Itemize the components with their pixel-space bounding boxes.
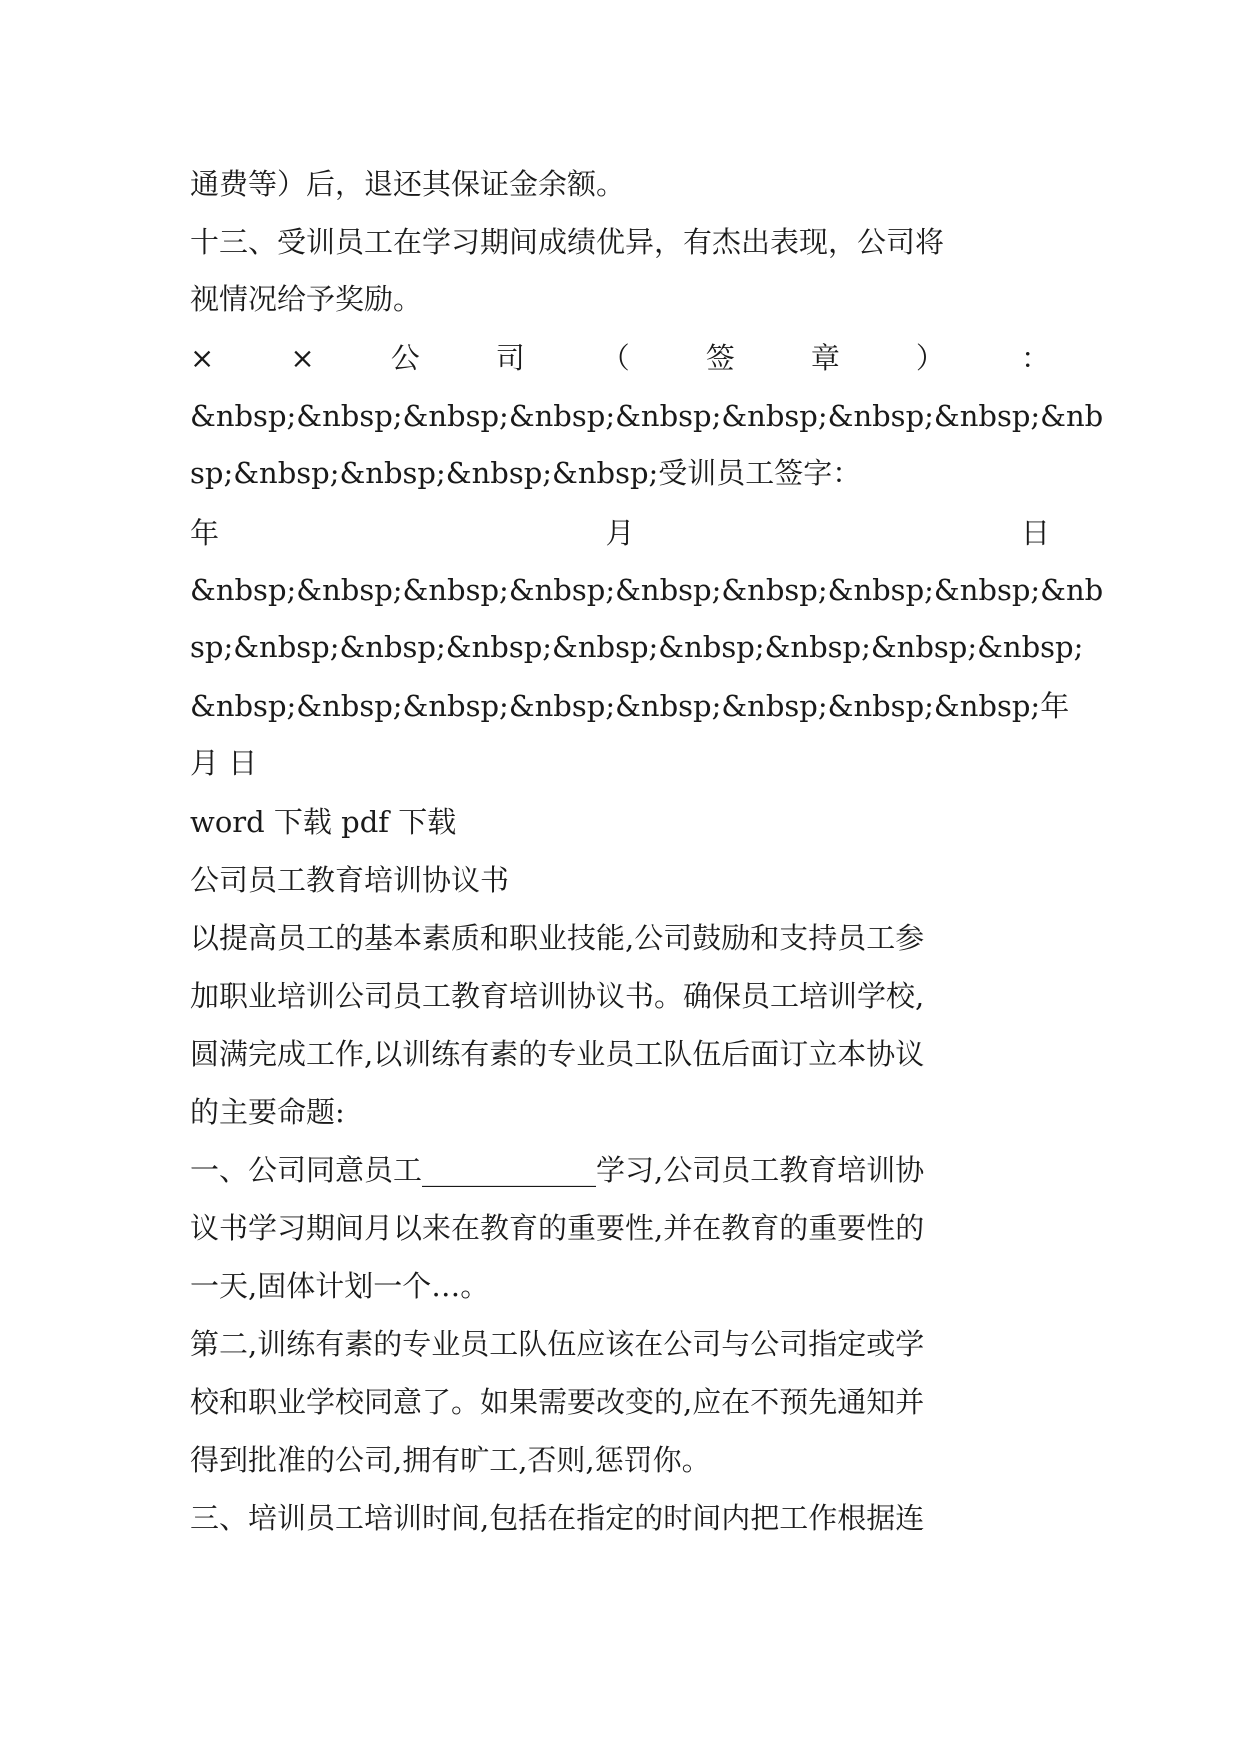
text-line: &nbsp;&nbsp;&nbsp;&nbsp;&nbsp;&nbsp;&nbsp;&nbsp;&nb [190,573,1104,607]
download-links-line: word 下载 pdf 下载 [190,805,457,839]
date-year: 年 [1040,689,1070,723]
text-line: 通费等）后，退还其保证金余额。 [190,167,626,201]
text-line: 三、培训员工培训时间,包括在指定的时间内把工作根据连 [190,1501,925,1535]
text-line: 十三、受训员工在学习期间成绩优异，有杰出表现，公司将 [190,225,945,259]
text-line: 得到批准的公司,拥有旷工,否则,惩罚你。 [190,1443,711,1477]
text-line: &nbsp;&nbsp;&nbsp;&nbsp;&nbsp;&nbsp;&nbsp;&nbsp; [190,689,1041,723]
section-title: 公司员工教育培训协议书 [190,863,510,897]
seal-char: 司 [495,341,525,375]
text-line: 一、公司同意员工____________学习,公司员工教育培训协 [190,1153,925,1187]
date-year: 年 [190,516,220,550]
seal-char: × [190,341,215,375]
text-line: 以提高员工的基本素质和职业技能,公司鼓励和支持员工参 [190,921,925,955]
text-line: sp;&nbsp;&nbsp;&nbsp;&nbsp;&nbsp;&nbsp;&nbsp;&nbsp; [190,630,1084,664]
text-line: sp;&nbsp;&nbsp;&nbsp;&nbsp;受训员工签字： [190,456,862,490]
text-line: 圆满完成工作,以训练有素的专业员工队伍后面订立本协议 [190,1037,925,1071]
date-line [190,513,1050,553]
text-line: &nbsp;&nbsp;&nbsp;&nbsp;&nbsp;&nbsp;&nbsp;&nbsp;&nb [190,399,1104,433]
signature-date-line [190,686,1070,726]
text-line: 加职业培训公司员工教育培训协议书。确保员工培训学校, [190,979,925,1013]
seal-char: 签 [705,341,735,375]
seal-char: ： [1020,341,1050,375]
seal-char: 公 [390,341,420,375]
text-line: 议书学习期间月以来在教育的重要性,并在教育的重要性的 [190,1211,925,1245]
text-line: 的主要命题: [190,1095,345,1129]
text-line: 月 日 [190,746,258,780]
seal-char: ） [915,341,945,375]
text-line: 第二,训练有素的专业员工队伍应该在公司与公司指定或学 [190,1327,925,1361]
text-line: 校和职业学校同意了。如果需要改变的,应在不预先通知并 [190,1385,925,1419]
seal-char: × [290,341,315,375]
seal-char: （ [600,341,630,375]
text-line: 视情况给予奖励。 [190,282,423,316]
date-month: 月 [605,516,635,550]
company-seal-line [190,338,1050,378]
date-day: 日 [1020,516,1050,550]
text-line: 一天,固体计划一个…。 [190,1269,490,1303]
seal-char: 章 [810,341,840,375]
